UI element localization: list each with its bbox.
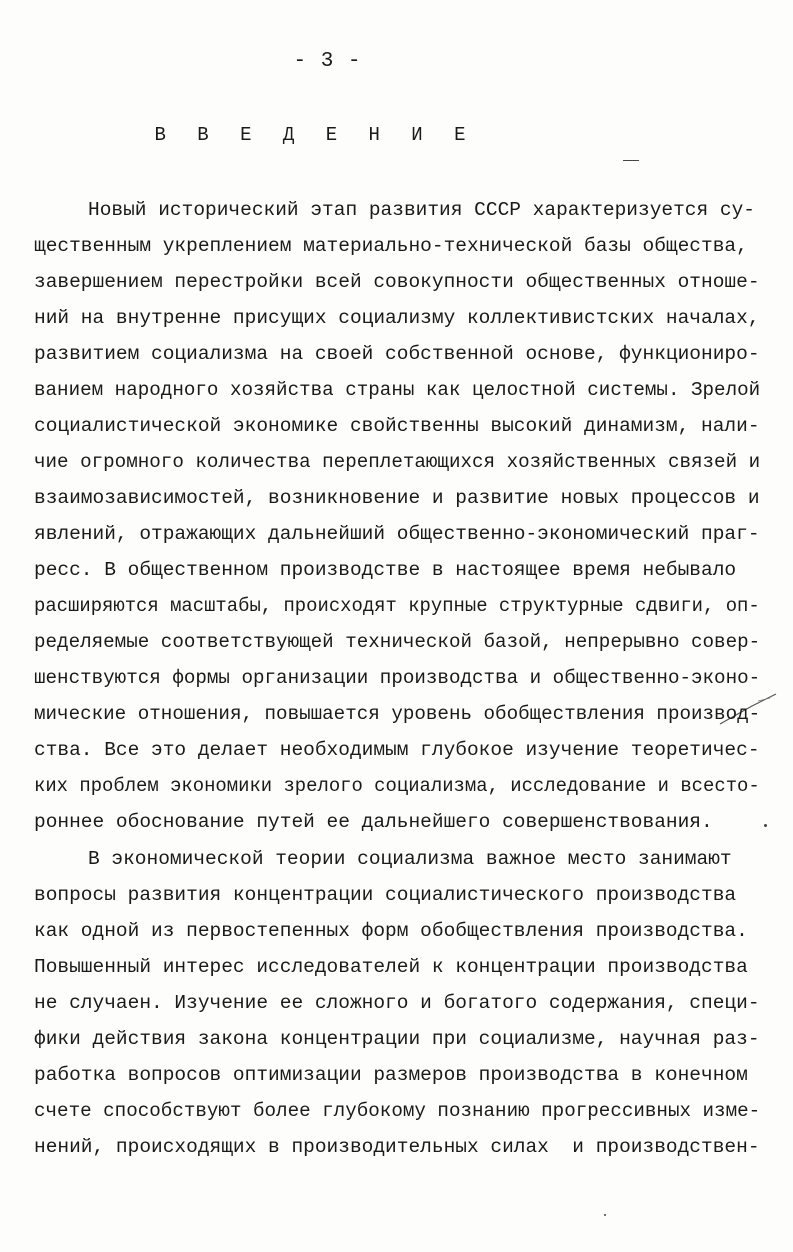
text-line: ства. Все это делает необходимым глубокое изучение теоретичес-	[34, 739, 760, 761]
text-line: ний на внутренне присущих социализму коллективистских началах,	[34, 307, 760, 329]
section-heading: В В Е Д Е Н И Е	[154, 124, 476, 146]
text-line: социалистической экономике свойственны высокий динамизм, нали-	[34, 415, 760, 437]
text-line: ределяемые соответствующей технической базой, непрерывно совер-	[34, 631, 761, 653]
text-line: ких проблем экономики зрелого социализма, исследование и всесто-	[34, 775, 760, 797]
text-line: счете способствуют более глубокому познанию прогрессивных изме-	[34, 1100, 761, 1122]
page-number: - 3 -	[293, 50, 362, 73]
text-line: шенствуются формы организации производства и общественно-эконо-	[34, 667, 761, 689]
text-line: чие огромного количества переплетающихся хозяйственных связей и	[34, 451, 761, 473]
text-line: Повышенный интерес исследователей к концентрации производства	[34, 956, 748, 978]
text-line: работка вопросов оптимизации размеров производства в конечном	[34, 1064, 748, 1086]
text-line: развитием социализма на своей собственной основе, функциониро-	[34, 343, 760, 365]
stray-dash-mark	[623, 160, 639, 161]
text-line: щественным укреплением материально-технической базы общества,	[34, 235, 748, 257]
text-line: Новый исторический этап развития СССР характеризуется су-	[88, 199, 756, 221]
text-line: роннее обоснование путей ее дальнейшего совершенствования.	[34, 811, 713, 833]
text-line: фики действия закона концентрации при социализме, научная раз-	[34, 1028, 760, 1050]
text-line: нений, происходящих в производительных силах и производствен-	[34, 1136, 760, 1158]
text-line: явлений, отражающих дальнейший общественно-экономический праг-	[34, 523, 760, 545]
text-line: завершением перестройки всей совокупности общественных отноше-	[34, 271, 760, 293]
text-line: не случаен. Изучение ее сложного и богатого содержания, специ-	[34, 992, 760, 1014]
text-line: ванием народного хозяйства страны как целостной системы. Зрелой	[34, 379, 761, 401]
text-line: расширяются масштабы, происходят крупные структурные сдвиги, оп-	[34, 595, 760, 617]
text-line: как одной из первостепенных форм обобществления производства.	[34, 920, 748, 942]
text-line: мические отношения, повышается уровень обобществления производ-	[34, 703, 761, 725]
stray-dot-mark	[764, 824, 767, 827]
text-line: взаимозависимостей, возникновение и развитие новых процессов и	[34, 487, 760, 509]
text-line: В экономической теории социализма важное место занимают	[88, 848, 732, 870]
text-line: вопросы развития концентрации социалистического производства	[34, 884, 737, 906]
stray-dot-mark	[604, 1214, 606, 1216]
text-line: ресс. В общественном производстве в настоящее время небывало	[34, 559, 737, 581]
